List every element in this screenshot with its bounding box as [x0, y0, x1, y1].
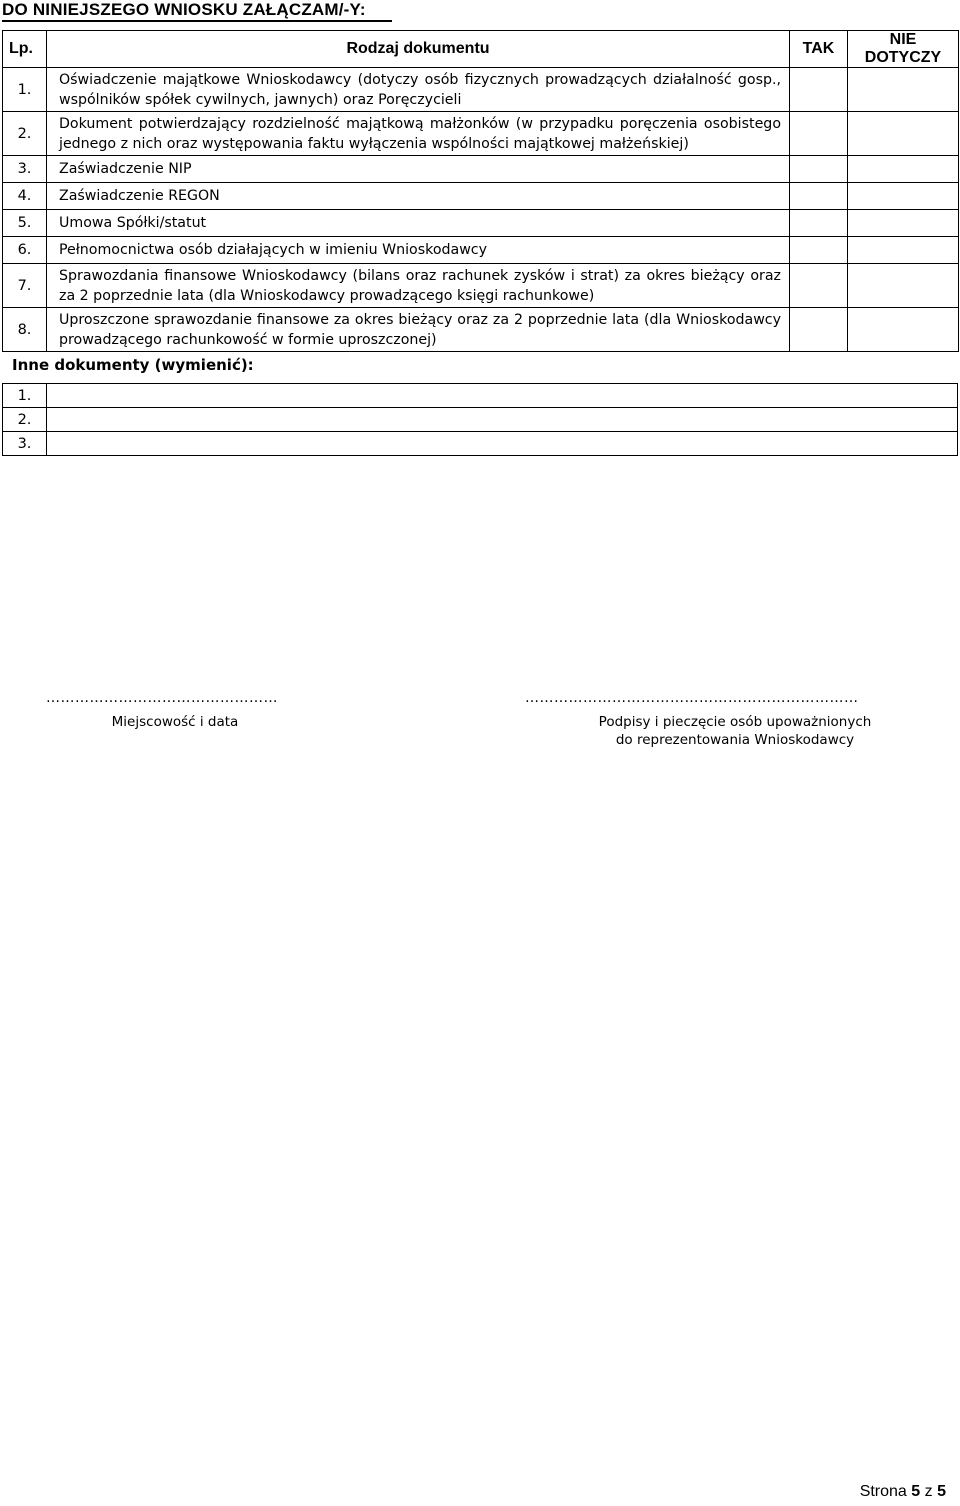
document-name: Sprawozdania finansowe Wnioskodawcy (bilans oraz rachunek zysków i strat) za okres bieżący oraz za 2 poprzednie lata (dla Wnioskodawcy prowadzącego księgi rachunkowe) [47, 264, 790, 308]
other-document-field[interactable] [47, 432, 958, 456]
column-header-tak: TAK [790, 31, 848, 68]
place-date-dotted-line: ………………………………………… [46, 690, 278, 706]
nie-dotyczy-checkbox-cell[interactable] [848, 156, 959, 183]
table-header-row [3, 31, 959, 68]
documents-table [2, 30, 959, 352]
nie-dotyczy-checkbox-cell[interactable] [848, 183, 959, 210]
table-row [3, 183, 959, 210]
signatures-label [580, 713, 890, 749]
nie-dotyczy-checkbox-cell[interactable] [848, 112, 959, 156]
row-number: 3. [3, 432, 47, 456]
tak-checkbox-cell[interactable] [790, 237, 848, 264]
document-name: Oświadczenie majątkowe Wnioskodawcy (dotyczy osób fizycznych prowadzących działalność gosp., wspólników spółek cywilnych, jawnych) oraz Poręczycieli [47, 68, 790, 112]
row-number: 7. [3, 264, 47, 308]
tak-checkbox-cell[interactable] [790, 210, 848, 237]
tak-checkbox-cell[interactable] [790, 68, 848, 112]
nie-dotyczy-checkbox-cell[interactable] [848, 68, 959, 112]
nie-label: NIE [889, 31, 917, 48]
table-row [3, 68, 959, 112]
tak-checkbox-cell[interactable] [790, 156, 848, 183]
document-name: Zaświadczenie NIP [47, 156, 790, 183]
document-name: Zaświadczenie REGON [47, 183, 790, 210]
row-number: 1. [3, 68, 47, 112]
column-header-document-type: Rodzaj dokumentu [47, 31, 790, 68]
row-number: 3. [3, 156, 47, 183]
row-number: 4. [3, 183, 47, 210]
other-documents-title: Inne dokumenty (wymienić): [12, 356, 254, 374]
page-prefix: Strona [859, 1483, 907, 1500]
signatures-dotted-line: …………………………………………………………… [525, 690, 859, 706]
nie-dotyczy-checkbox-cell[interactable] [848, 264, 959, 308]
row-number: 2. [3, 408, 47, 432]
row-number: 8. [3, 308, 47, 352]
column-header-nie-dotyczy [848, 31, 959, 68]
table-row [3, 384, 958, 408]
tak-checkbox-cell[interactable] [790, 112, 848, 156]
table-row [3, 112, 959, 156]
document-name: Dokument potwierdzający rozdzielność majątkową małżonków (w przypadku poręczenia osobistego jednego z nich oraz występowania faktu wyłączenia wspólności majątkowej małżeńskiej) [47, 112, 790, 156]
document-name: Umowa Spółki/statut [47, 210, 790, 237]
column-header-lp: Lp. [3, 31, 47, 68]
other-documents-table [2, 383, 958, 456]
row-number: 6. [3, 237, 47, 264]
table-row [3, 156, 959, 183]
document-name: Uproszczone sprawozdanie finansowe za okres bieżący oraz za 2 poprzednie lata (dla Wnioskodawcy prowadzącego rachunkowość w formie uproszczonej) [47, 308, 790, 352]
nie-dotyczy-checkbox-cell[interactable] [848, 210, 959, 237]
table-row [3, 308, 959, 352]
page-separator: z [924, 1483, 933, 1500]
page-heading: DO NINIEJSZEGO WNIOSKU ZAŁĄCZAM/-Y: [2, 0, 366, 19]
nie-dotyczy-checkbox-cell[interactable] [848, 308, 959, 352]
page-footer [860, 1483, 946, 1501]
row-number: 1. [3, 384, 47, 408]
heading-underline [2, 20, 392, 22]
table-row [3, 408, 958, 432]
dotyczy-label: DOTYCZY [864, 49, 942, 66]
row-number: 2. [3, 112, 47, 156]
tak-checkbox-cell[interactable] [790, 308, 848, 352]
table-row [3, 210, 959, 237]
table-row [3, 264, 959, 308]
table-row [3, 432, 958, 456]
signatures-label-line2: do reprezentowania Wnioskodawcy [615, 732, 855, 748]
tak-checkbox-cell[interactable] [790, 183, 848, 210]
table-row [3, 237, 959, 264]
nie-dotyczy-checkbox-cell[interactable] [848, 237, 959, 264]
tak-checkbox-cell[interactable] [790, 264, 848, 308]
signatures-label-line1: Podpisy i pieczęcie osób upoważnionych [598, 714, 872, 730]
place-date-label: Miejscowość i data [111, 714, 239, 730]
other-document-field[interactable] [47, 408, 958, 432]
current-page-number: 5 [911, 1483, 921, 1500]
total-pages-number: 5 [937, 1483, 946, 1500]
other-document-field[interactable] [47, 384, 958, 408]
row-number: 5. [3, 210, 47, 237]
document-name: Pełnomocnictwa osób działających w imieniu Wnioskodawcy [47, 237, 790, 264]
